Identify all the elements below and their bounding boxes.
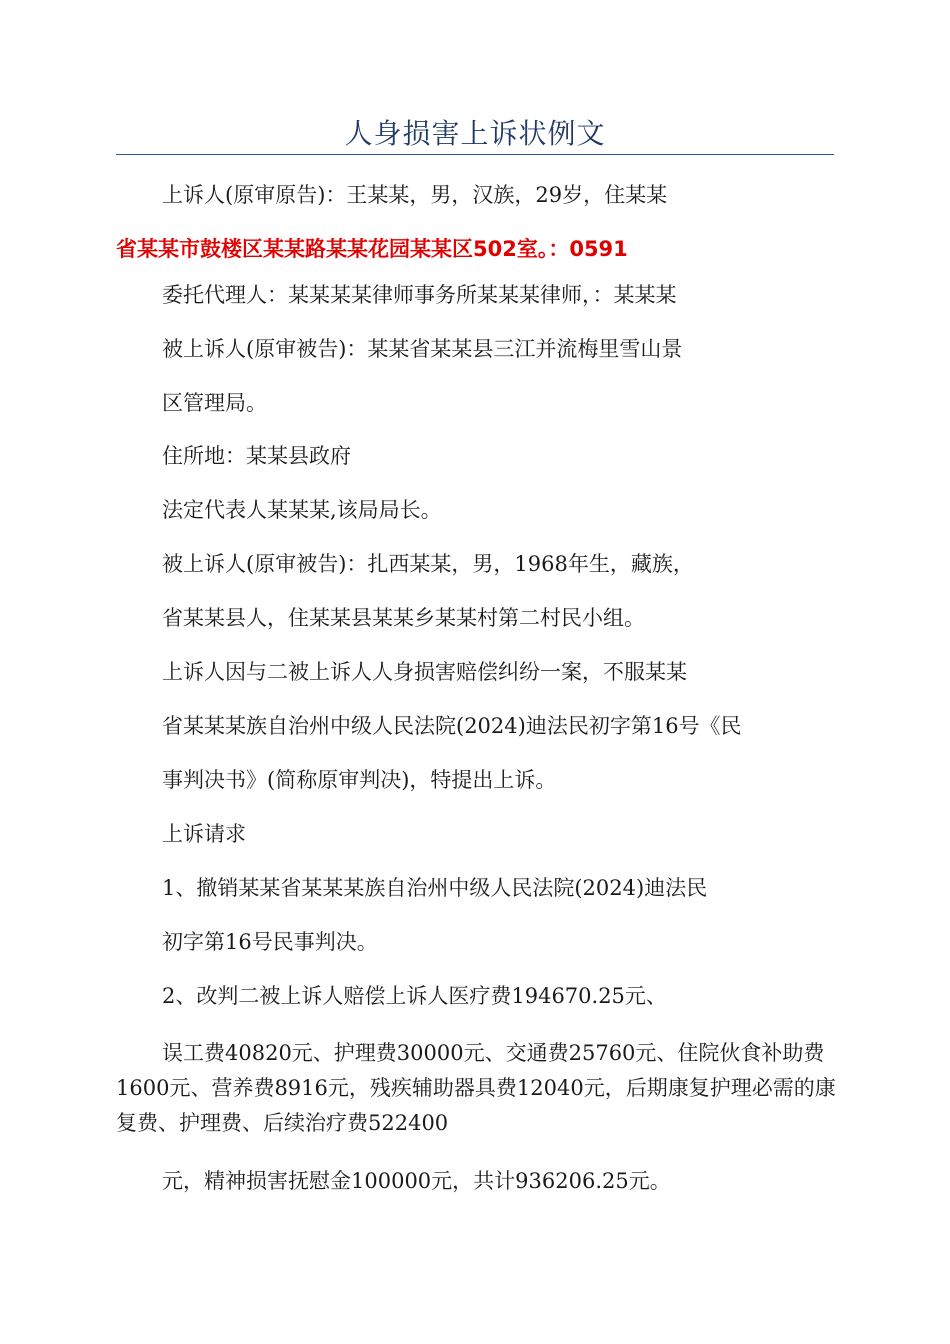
document-title: 人身损害上诉状例文: [344, 117, 606, 150]
text-line-case-court: 省某某某族自治州中级人民法院(2024)迪法民初字第16号《民: [162, 714, 742, 738]
text-line-agent: 委托代理人：某某某某律师事务所某某某律师，：某某某: [162, 283, 677, 307]
text-line-legal-rep: 法定代表人某某某,该局局长。: [162, 498, 442, 522]
text-line-total: 元，精神损害抚慰金100000元，共计936206.25元。: [162, 1169, 671, 1193]
text-line-case-intro: 上诉人因与二被上诉人人身损害赔偿纠纷一案，不服某某: [162, 660, 687, 684]
title-underline: [116, 154, 834, 155]
text-line-appellee-2: 被上诉人(原审被告)：扎西某某，男，1968年生，藏族，: [162, 552, 694, 576]
text-line-request-2: 2、改判二被上诉人赔偿上诉人医疗费194670.25元、: [162, 984, 667, 1008]
text-line-case-appeal: 事判决书》(简称原审判决)，特提出上诉。: [162, 768, 557, 792]
text-line-address-highlight: 省某某市鼓楼区某某路某某花园某某区502室。：0591: [116, 237, 628, 261]
text-line-appellee-2-cont: 省某某县人，住某某县某某乡某某村第二村民小组。: [162, 606, 645, 630]
text-paragraph-costs: 误工费40820元、护理费30000元、交通费25760元、住院伙食补助费1600元、营养费8916元，残疾辅助器具费12040元，后期康复护理必需的康复费、护理费、后续治疗费522400: [116, 1041, 836, 1135]
text-line-appellee-1-cont: 区管理局。: [162, 391, 267, 415]
text-line-appellee-1: 被上诉人(原审被告)：某某省某某县三江并流梅里雪山景: [162, 337, 683, 361]
text-line-heading-request: 上诉请求: [162, 822, 246, 846]
text-line-request-1: 1、撤销某某省某某某族自治州中级人民法院(2024)迪法民: [162, 876, 708, 900]
text-line-appellant: 上诉人(原审原告)：王某某，男，汉族，29岁，住某某: [162, 183, 668, 207]
text-line-domicile: 住所地：某某县政府: [162, 444, 351, 468]
text-line-request-1-cont: 初字第16号民事判决。: [162, 930, 378, 954]
